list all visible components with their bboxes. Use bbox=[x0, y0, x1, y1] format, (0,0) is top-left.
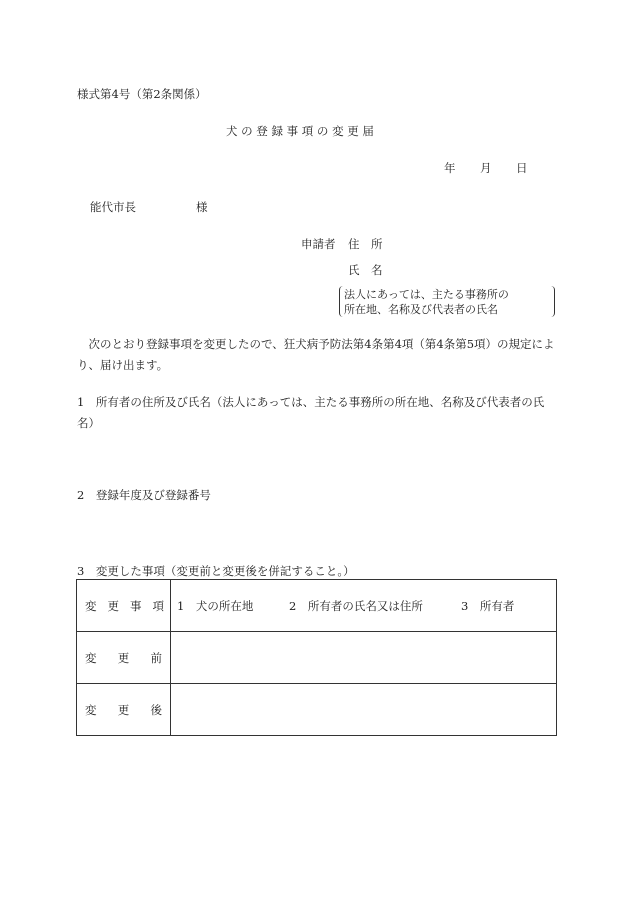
section-3-changes: 3 変更した事項（変更前と変更後を併記すること。） bbox=[77, 564, 355, 578]
label-char: 前 bbox=[150, 650, 162, 665]
label-char: 事 bbox=[130, 598, 142, 613]
label-char: 変 bbox=[85, 702, 97, 717]
changes-table bbox=[76, 579, 557, 736]
corporate-note-bracket bbox=[339, 286, 555, 317]
date-day-label: 日 bbox=[516, 161, 528, 175]
row-label-before bbox=[77, 632, 171, 684]
before-value-field[interactable] bbox=[171, 632, 557, 684]
table-row bbox=[77, 580, 557, 632]
changed-item-options bbox=[171, 580, 557, 632]
row-label-after bbox=[77, 684, 171, 736]
corporate-note-line1: 法人にあっては、主たる事務所の bbox=[344, 288, 509, 301]
row-label-changed-item bbox=[77, 580, 171, 632]
option-owner: 3 所有者 bbox=[461, 598, 515, 613]
table-row bbox=[77, 684, 557, 736]
mayor-title: 能代市長 bbox=[90, 200, 136, 214]
form-number: 様式第4号（第2条関係） bbox=[77, 87, 207, 101]
intro-paragraph: 次のとおり登録事項を変更したので、狂犬病予防法第4条第4項（第4条第5項）の規定により、届け出ます。 bbox=[77, 337, 555, 372]
label-char: 変 bbox=[85, 598, 97, 613]
after-value-field[interactable] bbox=[171, 684, 557, 736]
label-char: 後 bbox=[150, 702, 162, 717]
label-char: 更 bbox=[107, 598, 119, 613]
label-char: 変 bbox=[85, 650, 97, 665]
section-1-owner: 1 所有者の住所及び氏名（法人にあっては、主たる事務所の所在地、名称及び代表者の氏名） bbox=[77, 395, 545, 430]
date-year-label: 年 bbox=[444, 161, 456, 175]
applicant-name-label: 氏 名 bbox=[348, 263, 383, 277]
table-row bbox=[77, 632, 557, 684]
corporate-note-line2: 所在地、名称及び代表者の氏名 bbox=[344, 303, 498, 316]
form-title: 犬 の 登 録 事 項 の 変 更 届 bbox=[226, 124, 374, 138]
applicant-label: 申請者 bbox=[301, 237, 336, 251]
honorific: 様 bbox=[196, 200, 208, 214]
option-owner-name-address: 2 所有者の氏名又は住所 bbox=[289, 598, 423, 613]
label-char: 項 bbox=[152, 598, 164, 613]
applicant-address-label: 住 所 bbox=[348, 237, 383, 251]
section-2-registration: 2 登録年度及び登録番号 bbox=[77, 488, 211, 502]
label-char: 更 bbox=[117, 650, 130, 665]
label-char: 更 bbox=[117, 702, 130, 717]
date-month-label: 月 bbox=[480, 161, 492, 175]
option-dog-location: 1 犬の所在地 bbox=[177, 598, 254, 613]
